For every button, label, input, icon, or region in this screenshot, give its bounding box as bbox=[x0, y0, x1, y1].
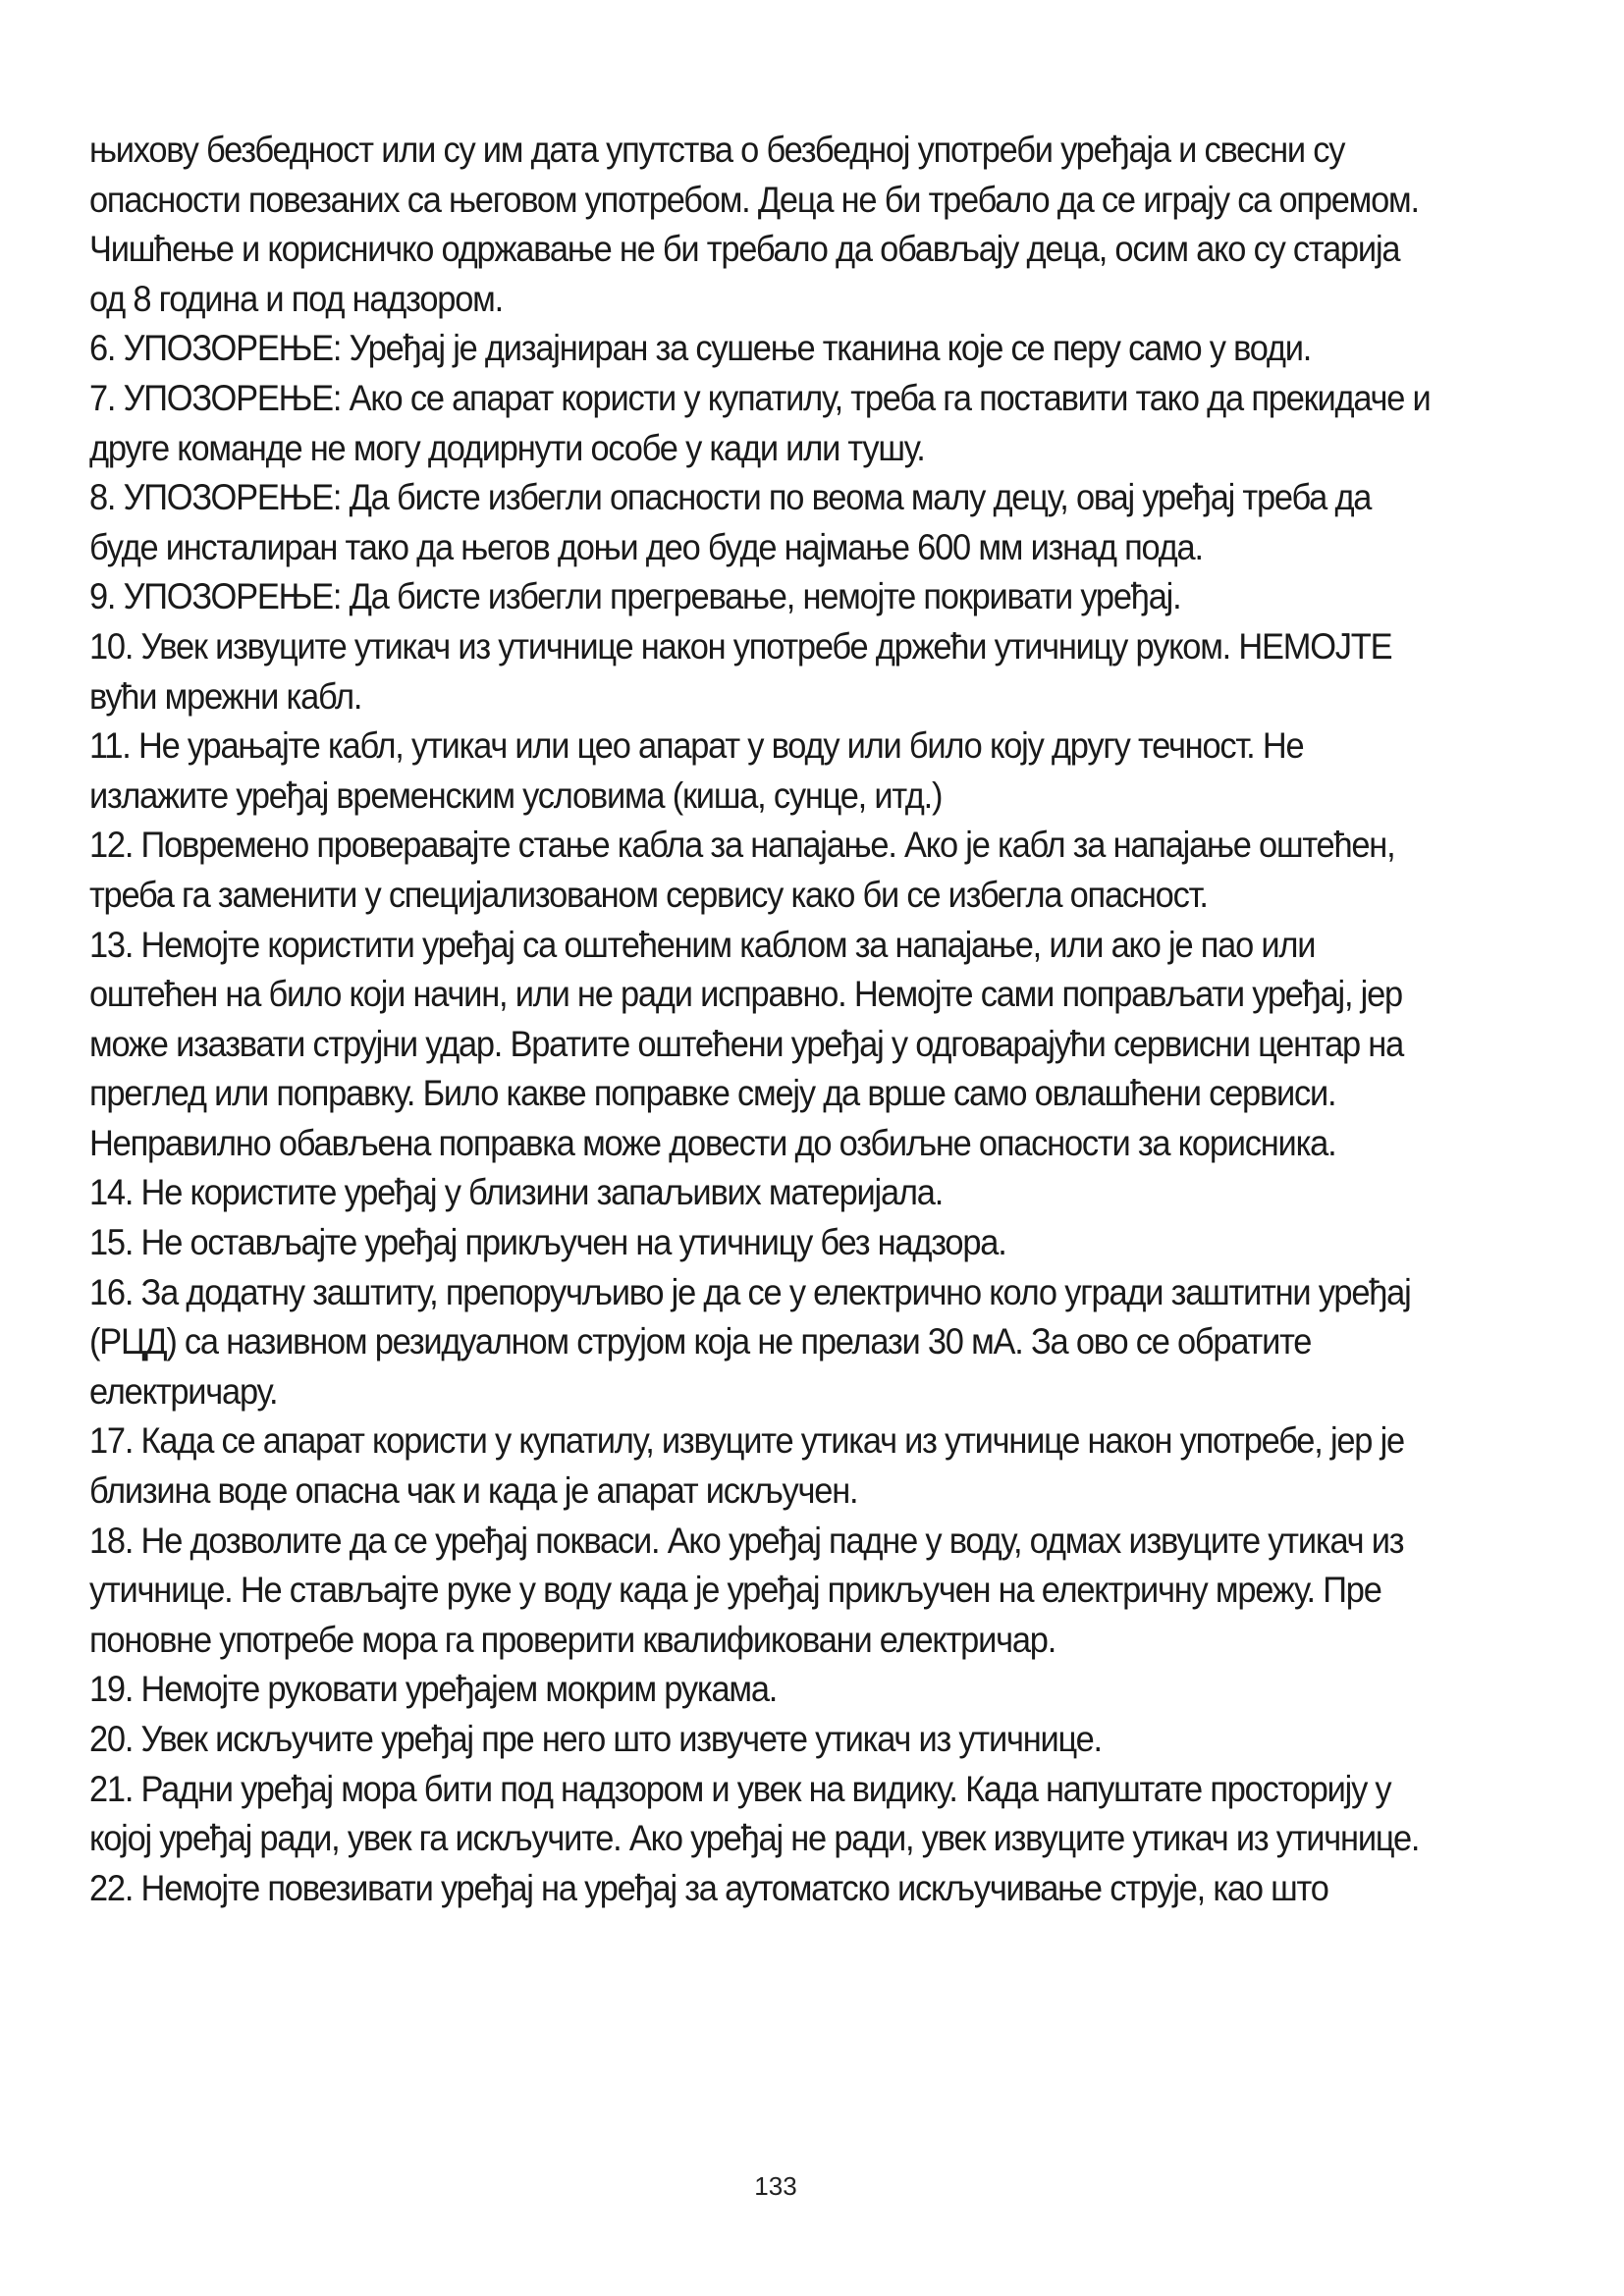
paragraph-item-12: 12. Повремено проверавајте стање кабла за напајање. Ако је кабл за напајање оштећен, треба га заменити у специјализованом сервису како би се избегла опасност. bbox=[89, 825, 1395, 915]
paragraph-item-22: 22. Немојте повезивати уређај на уређај за аутоматско искључивање струје, као што bbox=[89, 1867, 1328, 1908]
paragraph-item-19: 19. Немојте руковати уређајем мокрим рукама. bbox=[89, 1669, 778, 1710]
page-number: 133 bbox=[754, 2171, 797, 2201]
paragraph-item-18: 18. Не дозволите да се уређај покваси. Ако уређај падне у воду, одмах извуците утикач из утичнице. Не стављајте руке у воду када је уређај прикључен на електричну мрежу. Пре поновне употребе мора га проверити квалификовани електричар. bbox=[89, 1520, 1404, 1660]
paragraph-item-8: 8. УПОЗОРЕЊЕ: Да бисте избегли опасности по веома малу децу, овај уређај треба да буде инсталиран тако да његов доњи део буде најмање 600 мм изнад пода. bbox=[89, 477, 1372, 567]
paragraph-item-13: 13. Немојте користити уређај са оштећеним каблом за напајање, или ако је пао или оштећен на било који начин, или не ради исправно. Немојте сами поправљати уређај, јер може изазвати струјни удар. Вратите оштећени уређај у одговарајући сервисни центар на преглед или поправку. Било какве поправке смеју да врше само овлашћени сервиси. Неправилно обављена поправка може довести до озбиљне опасности за корисника. bbox=[89, 924, 1404, 1163]
paragraph-item-16: 16. За додатну заштиту, препоручљиво је да се у електрично коло угради заштитни уређај (РЦД) са називном резидуалном струјом која не прелази 30 мА. За ово се обратите електричару. bbox=[89, 1271, 1411, 1412]
paragraph-item-9: 9. УПОЗОРЕЊЕ: Да бисте избегли прегревање, немојте покривати уређај. bbox=[89, 576, 1181, 617]
page-body bbox=[89, 126, 1440, 1913]
paragraph-item-14: 14. Не користите уређај у близини запаљивих материјала. bbox=[89, 1172, 944, 1213]
paragraph-item-21: 21. Радни уређај мора бити под надзором и увек на видику. Када напуштате просторију у којој уређај ради, увек га искључите. Ако уређај не ради, увек извуците утикач из утичнице. bbox=[89, 1768, 1420, 1859]
paragraph-item-11: 11. Не урањајте кабл, утикач или цео апарат у воду или било коју другу течност. Не излажите уређај временским условима (киша, сунце, итд.) bbox=[89, 725, 1304, 816]
paragraph-item-10: 10. Увек извуците утикач из утичнице након употребе држећи утичницу руком. НЕМОЈТЕ вући мрежни кабл. bbox=[89, 625, 1392, 717]
paragraph-item-6: 6. УПОЗОРЕЊЕ: Уређај је дизајниран за сушење тканина које се перу само у води. bbox=[89, 328, 1312, 369]
paragraph-continuation: њихову безбедност или су им дата упутства о безбедној употреби уређаја и свесни су опасности повезаних са његовом употребом. Деца не би требало да се играју са опремом. Чишћење и корисничко одржавање не би требало да обављају деца, осим ако су старија од 8 година и под надзором. bbox=[89, 130, 1419, 319]
paragraph-item-7: 7. УПОЗОРЕЊЕ: Ако се апарат користи у купатилу, треба га поставити тако да прекидаче и друге команде не могу додирнути особе у кади или тушу. bbox=[89, 377, 1431, 468]
paragraph-item-17: 17. Када се апарат користи у купатилу, извуците утикач из утичнице након употребе, јер је близина воде опасна чак и када је апарат искључен. bbox=[89, 1420, 1404, 1512]
paragraph-item-15: 15. Не остављајте уређај прикључен на утичницу без надзора. bbox=[89, 1222, 1006, 1263]
paragraph-item-20: 20. Увек искључите уређај пре него што извучете утикач из утичнице. bbox=[89, 1719, 1102, 1759]
